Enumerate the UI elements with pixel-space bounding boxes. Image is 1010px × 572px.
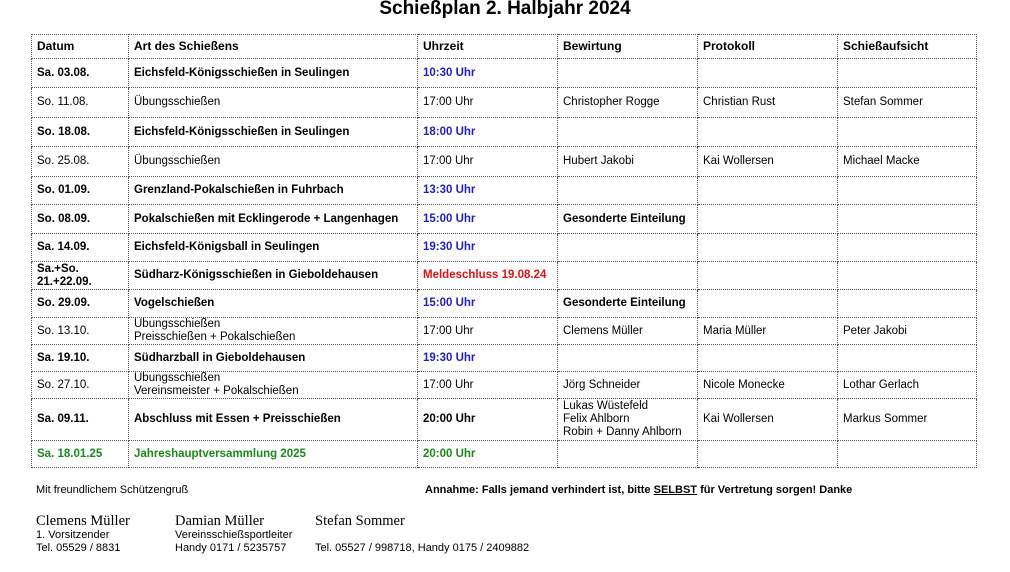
cell-datum: So. 18.08. [32,118,129,147]
cell-protokoll: Kai Wollersen [698,399,838,441]
cell-art: Übungsschießen Preisschießen + Pokalschießen [129,318,418,345]
cell-uhrzeit: 13:30 Uhr [418,177,558,205]
cell-aufsicht [838,441,977,468]
cell-bewirtung: Clemens Müller [558,318,698,345]
cell-aufsicht: Michael Macke [838,147,977,177]
schedule-table [31,34,977,468]
signature-2-role: Vereinsschießsportleiter [175,529,293,541]
cell-art: Grenzland-Pokalschießen in Fuhrbach [129,177,418,205]
cell-aufsicht [838,118,977,147]
cell-bewirtung: Hubert Jakobi [558,147,698,177]
cell-datum: Sa. 03.08. [32,59,129,88]
greeting-text: Mit freundlichem Schützengruß [36,484,189,496]
table-row [32,441,977,468]
signature-3 [315,513,529,555]
cell-art: Abschluss mit Essen + Preisschießen [129,399,418,441]
table-row [32,205,977,234]
signature-3-role [315,529,529,542]
cell-aufsicht: Stefan Sommer [838,88,977,118]
cell-uhrzeit: 19:30 Uhr [418,345,558,372]
signature-1 [36,513,130,555]
cell-datum: So. 25.08. [32,147,129,177]
cell-protokoll [698,441,838,468]
cell-datum: So. 13.10. [32,318,129,345]
cell-datum: Sa. 19.10. [32,345,129,372]
cell-aufsicht: Markus Sommer [838,399,977,441]
table-row [32,372,977,399]
cell-datum: So. 27.10. [32,372,129,399]
cell-art: Vogelschießen [129,290,418,318]
cell-protokoll: Nicole Monecke [698,372,838,399]
cell-datum: Sa. 18.01.25 [32,441,129,468]
cell-art: Übungsschießen [129,147,418,177]
cell-protokoll [698,290,838,318]
cell-art: Eichsfeld-Königsschießen in Seulingen [129,59,418,88]
cell-protokoll [698,345,838,372]
cell-bewirtung [558,177,698,205]
cell-uhrzeit: 17:00 Uhr [418,318,558,345]
table-row [32,318,977,345]
signature-2-name: Damian Müller [175,513,264,529]
cell-datum: So. 08.09. [32,205,129,234]
cell-aufsicht [838,290,977,318]
cell-uhrzeit: 20:00 Uhr [418,441,558,468]
cell-art: Jahreshauptversammlung 2025 [129,441,418,468]
cell-protokoll [698,118,838,147]
signature-3-tel: Tel. 05527 / 998718, Handy 0175 / 2409882 [315,542,530,554]
cell-bewirtung [558,118,698,147]
cell-uhrzeit: 17:00 Uhr [418,147,558,177]
col-header-uhrzeit: Uhrzeit [418,35,558,59]
col-header-aufsicht: Schießaufsicht [838,35,977,59]
cell-protokoll [698,59,838,88]
table-row [32,177,977,205]
cell-protokoll [698,205,838,234]
cell-datum: So. 11.08. [32,88,129,118]
col-header-datum: Datum [32,35,129,59]
page-title: Schießplan 2. Halbjahr 2024 [379,0,631,19]
cell-datum: Sa. 14.09. [32,234,129,262]
cell-aufsicht: Lothar Gerlach [838,372,977,399]
cell-protokoll: Kai Wollersen [698,147,838,177]
notice-before: Annahme: Falls jemand verhindert ist, bitte [425,484,654,496]
cell-uhrzeit: 17:00 Uhr [418,88,558,118]
signature-1-tel: Tel. 05529 / 8831 [36,542,121,554]
cell-protokoll [698,262,838,290]
cell-art: Eichsfeld-Königsball in Seulingen [129,234,418,262]
cell-bewirtung [558,234,698,262]
cell-bewirtung [558,59,698,88]
cell-datum: Sa.+So. 21.+22.09. [32,262,129,290]
notice-emphasis: SELBST [653,484,698,496]
cell-datum: So. 01.09. [32,177,129,205]
cell-bewirtung [558,441,698,468]
cell-bewirtung: Gesonderte Einteilung [558,290,698,318]
signature-1-role: 1. Vorsitzender [36,529,110,541]
cell-datum: So. 29.09. [32,290,129,318]
cell-bewirtung [558,262,698,290]
cell-uhrzeit: 20:00 Uhr [418,399,558,441]
cell-uhrzeit: 10:30 Uhr [418,59,558,88]
cell-bewirtung: Christopher Rogge [558,88,698,118]
cell-protokoll: Christian Rust [698,88,838,118]
cell-art: Pokalschießen mit Ecklingerode + Langenhagen [129,205,418,234]
table-row [32,147,977,177]
cell-aufsicht [838,234,977,262]
cell-aufsicht: Peter Jakobi [838,318,977,345]
cell-protokoll [698,234,838,262]
signature-2-tel: Handy 0171 / 5235757 [175,542,287,554]
signature-2 [175,513,292,555]
cell-uhrzeit: Meldeschluss 19.08.24 [418,262,558,290]
cell-art: Übungsschießen [129,88,418,118]
table-row [32,234,977,262]
cell-art: Eichsfeld-Königsschießen in Seulingen [129,118,418,147]
table-row [32,118,977,147]
table-row [32,399,977,441]
cell-uhrzeit: 18:00 Uhr [418,118,558,147]
cell-protokoll: Maria Müller [698,318,838,345]
cell-uhrzeit: 15:00 Uhr [418,205,558,234]
table-row [32,59,977,88]
cell-art: Südharzball in Gieboldehausen [129,345,418,372]
table-row [32,345,977,372]
table-row [32,262,977,290]
col-header-bewirtung: Bewirtung [558,35,698,59]
cell-bewirtung: Gesonderte Einteilung [558,205,698,234]
cell-aufsicht [838,345,977,372]
cell-bewirtung: Jörg Schneider [558,372,698,399]
col-header-art: Art des Schießens [129,35,418,59]
cell-aufsicht [838,262,977,290]
cell-bewirtung [558,345,698,372]
cell-aufsicht [838,59,977,88]
signature-1-name: Clemens Müller [36,513,130,529]
cell-uhrzeit: 19:30 Uhr [418,234,558,262]
col-header-protokoll: Protokoll [698,35,838,59]
table-row [32,88,977,118]
cell-bewirtung: Lukas Wüstefeld Felix Ahlborn Robin + Danny Ahlborn [558,399,698,441]
table-row [32,290,977,318]
notice-text [425,484,852,497]
notice-after: für Vertretung sorgen! Danke [697,484,853,496]
table-header-row [32,35,977,59]
cell-uhrzeit: 15:00 Uhr [418,290,558,318]
cell-aufsicht [838,177,977,205]
cell-aufsicht [838,205,977,234]
signature-3-name: Stefan Sommer [315,513,405,529]
cell-protokoll [698,177,838,205]
cell-uhrzeit: 17:00 Uhr [418,372,558,399]
cell-art: Übungsschießen Vereinsmeister + Pokalschießen [129,372,418,399]
cell-datum: Sa. 09.11. [32,399,129,441]
cell-art: Südharz-Königsschießen in Gieboldehausen [129,262,418,290]
